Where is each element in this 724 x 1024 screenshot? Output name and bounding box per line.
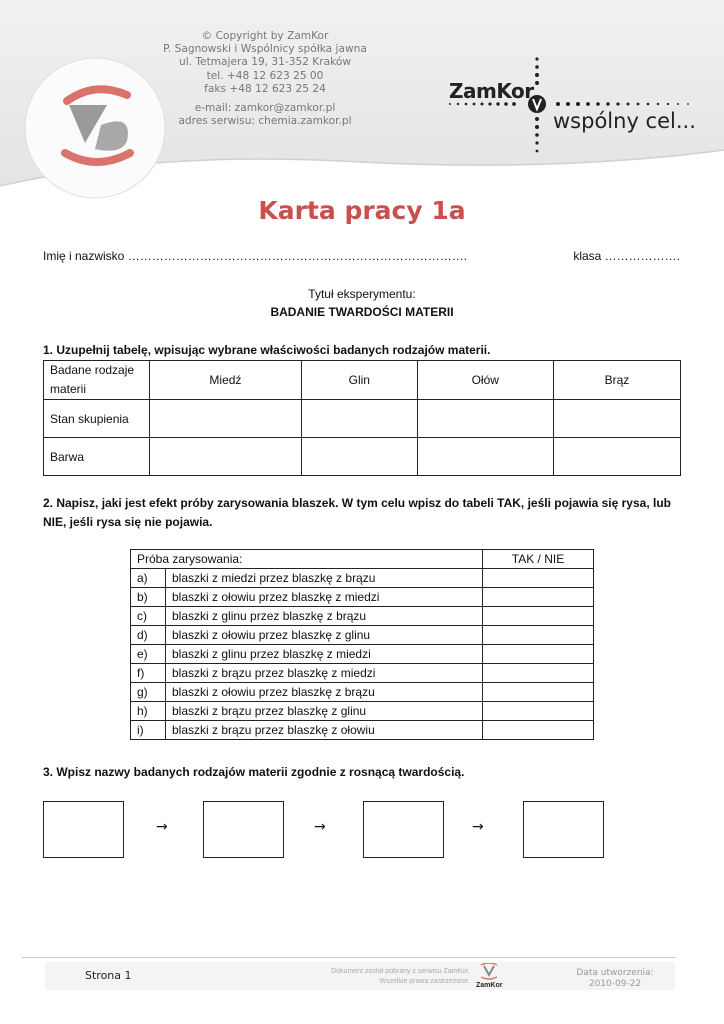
- row-text: blaszki z glinu przez blaszkę z brązu: [166, 607, 483, 626]
- row-text: blaszki z brązu przez blaszkę z ołowiu: [166, 721, 483, 740]
- name-field-label: Imię i nazwisko ………………………………………………………………………….: [43, 249, 468, 263]
- row-letter: d): [131, 626, 166, 645]
- row-letter: a): [131, 569, 166, 588]
- copyright-block: [150, 30, 380, 128]
- row-label-state: Stan skupienia: [44, 400, 150, 438]
- task2-instruction: 2. Napisz, jaki jest efekt próby zarysowania blaszek. W tym celu wpisz do tabeli TAK, jeśli pojawia się rysa, lub NIE, jeśli rysa się nie pojawia.: [43, 496, 671, 529]
- table-row: [44, 438, 681, 476]
- task3-instruction: 3. Wpisz nazwy badanych rodzajów materii zgodnie z rosnącą twardością.: [43, 765, 465, 779]
- row-text: blaszki z ołowiu przez blaszkę z miedzi: [166, 588, 483, 607]
- row-text: blaszki z miedzi przez blaszkę z brązu: [166, 569, 483, 588]
- table-row: [131, 626, 594, 645]
- answer-cell[interactable]: [483, 569, 594, 588]
- header-cell-aluminium: Glin: [301, 361, 417, 400]
- download-note-line: Wszelkie prawa zastrzeżone.: [379, 978, 470, 985]
- row-letter: i): [131, 721, 166, 740]
- table-row: [131, 702, 594, 721]
- answer-cell[interactable]: [483, 588, 594, 607]
- table-row: [131, 588, 594, 607]
- arrow-right-icon: →: [156, 819, 168, 835]
- properties-table: [43, 360, 681, 476]
- row-text: blaszki z ołowiu przez blaszkę z brązu: [166, 683, 483, 702]
- answer-cell[interactable]: [301, 400, 417, 438]
- creation-date-value: 2010-09-22: [588, 979, 642, 989]
- download-note-line: Dokument został pobrany z serwisu ZamKor.: [331, 968, 470, 975]
- download-note: [300, 967, 470, 987]
- footer-logo-text: ZamKor: [476, 982, 503, 989]
- row-letter: h): [131, 702, 166, 721]
- footer-logo-icon: [474, 963, 508, 989]
- answer-cell[interactable]: [417, 438, 553, 476]
- creation-date-block: [560, 968, 670, 990]
- row-letter: g): [131, 683, 166, 702]
- answer-cell[interactable]: [553, 400, 680, 438]
- header-cell-bronze: Brąz: [553, 361, 680, 400]
- answer-cell[interactable]: [483, 645, 594, 664]
- table-row: [131, 664, 594, 683]
- table-row: [44, 400, 681, 438]
- arrow-right-icon: →: [314, 819, 326, 835]
- brand-name: ZamKor: [449, 79, 534, 103]
- answer-cell[interactable]: [483, 626, 594, 645]
- answer-cell[interactable]: [483, 664, 594, 683]
- row-letter: c): [131, 607, 166, 626]
- header-cell-copper: Miedź: [150, 361, 302, 400]
- table-row: [131, 645, 594, 664]
- task1-instruction: 1. Uzupełnij tabelę, wpisując wybrane właściwości badanych rodzajów materii.: [43, 343, 491, 357]
- zamkor-logo-icon: [55, 83, 140, 168]
- page-title: Karta pracy 1a: [258, 196, 466, 225]
- arrow-right-icon: →: [472, 819, 484, 835]
- brand-block: [440, 55, 710, 165]
- answer-cell[interactable]: [301, 438, 417, 476]
- table-header-row: [131, 550, 594, 569]
- answer-box-4[interactable]: [523, 801, 604, 858]
- scratch-test-table: [130, 549, 594, 740]
- answer-cell[interactable]: [150, 400, 302, 438]
- header-cell-answer: TAK / NIE: [483, 550, 594, 569]
- creation-date-label: Data utworzenia:: [576, 968, 654, 978]
- website-line: adres serwisu: chemia.zamkor.pl: [178, 115, 352, 128]
- table-header-row: [44, 361, 681, 400]
- answer-cell[interactable]: [483, 702, 594, 721]
- header-cell-lead: Ołów: [417, 361, 553, 400]
- class-field-label: klasa ……………….: [573, 249, 680, 263]
- copyright-line: © Copyright by ZamKor: [201, 30, 329, 42]
- answer-cell[interactable]: [150, 438, 302, 476]
- address-line: ul. Tetmajera 19, 31-352 Kraków: [178, 56, 352, 69]
- experiment-label: Tytuł eksperymentu:: [308, 287, 416, 301]
- answer-box-3[interactable]: [363, 801, 444, 858]
- answer-cell[interactable]: [483, 721, 594, 740]
- answer-cell[interactable]: [553, 438, 680, 476]
- experiment-title: BADANIE TWARDOŚCI MATERII: [270, 305, 454, 319]
- footer-divider: [22, 957, 676, 958]
- row-text: blaszki z brązu przez blaszkę z miedzi: [166, 664, 483, 683]
- row-text: blaszki z brązu przez blaszkę z glinu: [166, 702, 483, 721]
- table-row: [131, 569, 594, 588]
- answer-box-1[interactable]: [43, 801, 124, 858]
- row-text: blaszki z ołowiu przez blaszkę z glinu: [166, 626, 483, 645]
- table-row: [131, 607, 594, 626]
- row-label-color: Barwa: [44, 438, 150, 476]
- answer-cell[interactable]: [483, 607, 594, 626]
- row-text: blaszki z glinu przez blaszkę z miedzi: [166, 645, 483, 664]
- table-row: [131, 683, 594, 702]
- brand-slogan: wspólny cel...: [553, 109, 696, 133]
- email-line: e-mail: zamkor@zamkor.pl: [194, 102, 336, 115]
- header-cell-test: Próba zarysowania:: [131, 550, 483, 569]
- row-letter: f): [131, 664, 166, 683]
- answer-box-2[interactable]: [203, 801, 284, 858]
- row-letter: b): [131, 588, 166, 607]
- fax-line: faks +48 12 623 25 24: [204, 82, 326, 95]
- answer-cell[interactable]: [417, 400, 553, 438]
- page-number: Strona 1: [85, 969, 132, 982]
- answer-cell[interactable]: [483, 683, 594, 702]
- row-letter: e): [131, 645, 166, 664]
- table-row: [131, 721, 594, 740]
- phone-line: tel. +48 12 623 25 00: [206, 69, 324, 82]
- header-cell-materials: Badane rodzaje materii: [44, 361, 150, 400]
- company-line: P. Sagnowski i Wspólnicy spółka jawna: [163, 43, 367, 56]
